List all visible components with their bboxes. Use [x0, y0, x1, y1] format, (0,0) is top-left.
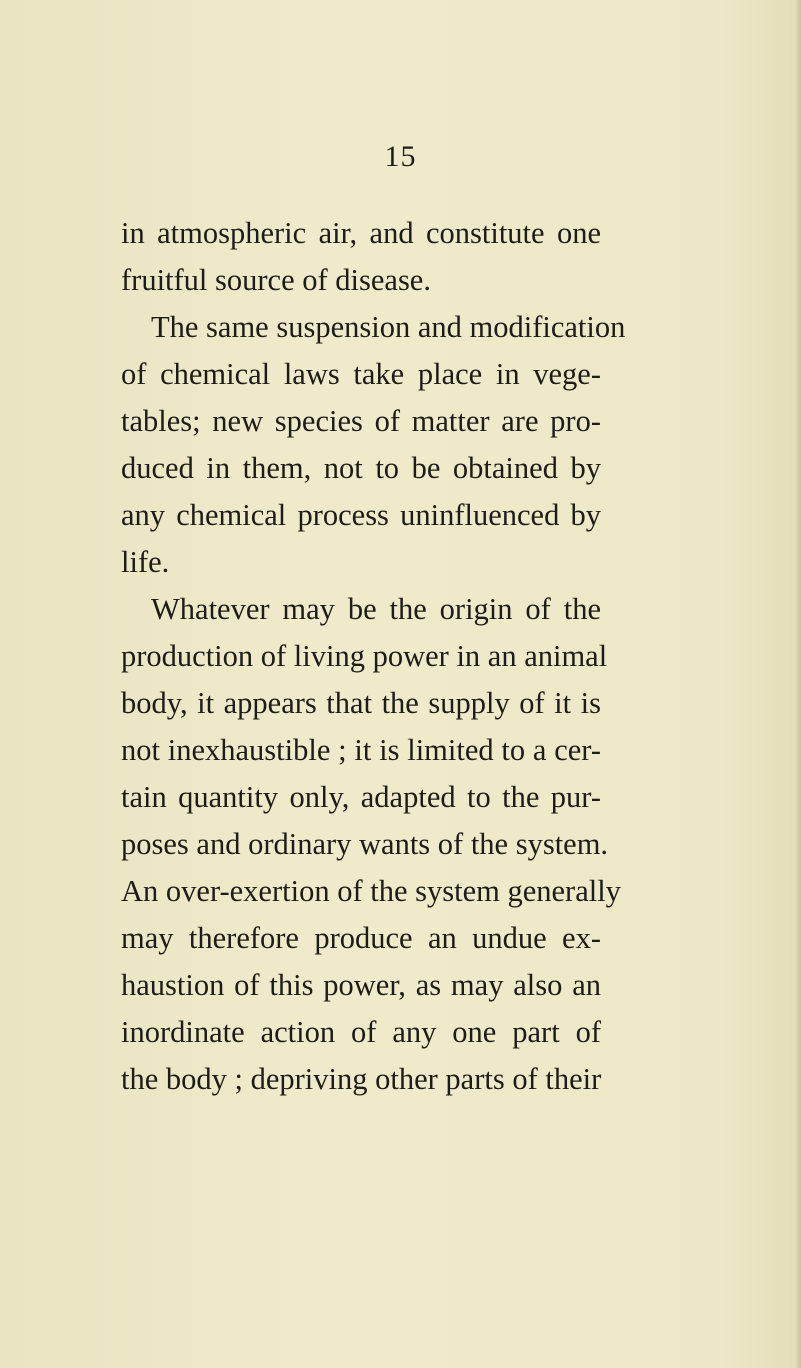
text-line: fruitful source of disease. — [121, 263, 431, 297]
text-line: tain quantity only, adapted to the pur- — [121, 780, 601, 814]
text-line: any chemical process uninfluenced by — [121, 498, 601, 532]
text-line: body, it appears that the supply of it is — [121, 686, 601, 720]
text-line: haustion of this power, as may also an — [121, 968, 601, 1002]
body-text — [121, 210, 626, 1103]
text-line: inordinate action of any one part of — [121, 1015, 601, 1049]
text-line: of chemical laws take place in vege- — [121, 357, 601, 391]
text-line: the body ; depriving other parts of their — [121, 1062, 602, 1096]
text-line: production of living power in an animal — [121, 639, 608, 673]
text-line: poses and ordinary wants of the system. — [121, 827, 609, 861]
text-line: An over-exertion of the system generally — [121, 874, 621, 908]
page-number: 15 — [384, 140, 417, 173]
page-edge-shadow — [795, 0, 801, 1368]
text-line: not inexhaustible ; it is limited to a cer- — [121, 733, 601, 767]
text-line: Whatever may be the origin of the — [151, 592, 601, 626]
text-line: duced in them, not to be obtained by — [121, 451, 601, 485]
text-line: may therefore produce an undue ex- — [121, 921, 601, 955]
text-line: The same suspension and modification — [151, 310, 626, 344]
text-line: tables; new species of matter are pro- — [121, 404, 601, 438]
text-line: in atmospheric air, and constitute one — [121, 216, 601, 250]
text-line: life. — [121, 545, 170, 579]
